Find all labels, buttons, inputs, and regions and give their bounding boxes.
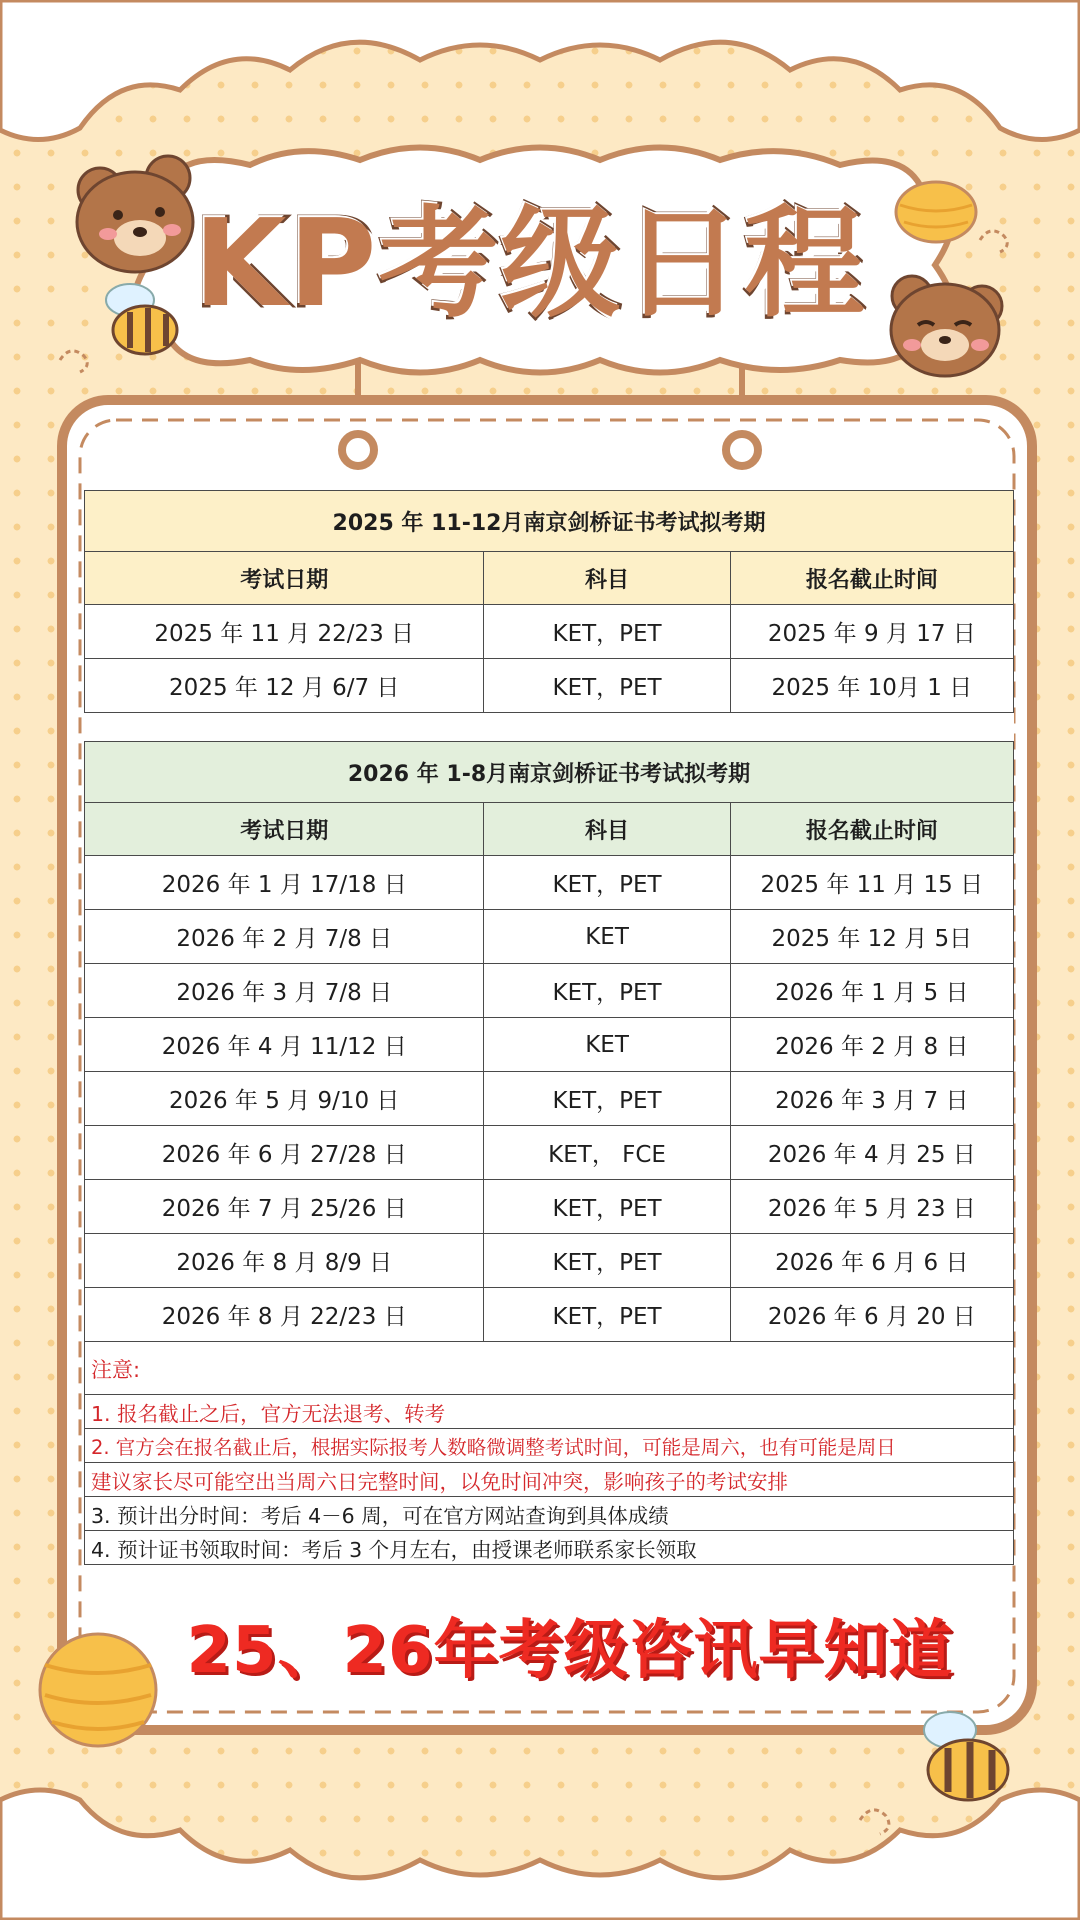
exam-date-cell: 2026 年 2 月 7/8 日 <box>85 910 484 964</box>
exam-date-cell: 2026 年 6 月 27/28 日 <box>85 1126 484 1180</box>
subject-cell: KET，PET <box>484 1234 730 1288</box>
note-item: 4. 预计证书领取时间：考后 3 个月左右，由授课老师联系家长领取 <box>85 1530 1013 1564</box>
bottom-cloud-band <box>0 1790 1080 1920</box>
right-ring-icon <box>726 434 758 466</box>
table-row <box>85 1180 1014 1234</box>
note-item: 建议家长尽可能空出当周六日完整时间，以免时间冲突，影响孩子的考试安排 <box>85 1462 1013 1496</box>
table-row <box>85 659 1014 713</box>
deadline-cell: 2026 年 6 月 20 日 <box>730 1288 1013 1342</box>
slogan-banner: 25、26年考级咨讯早知道 <box>186 1614 954 1688</box>
table-row <box>85 1018 1014 1072</box>
table-row <box>85 605 1014 659</box>
col-header-subject: 科目 <box>484 552 730 605</box>
exam-date-cell: 2026 年 8 月 22/23 日 <box>85 1288 484 1342</box>
deadline-cell: 2025 年 11 月 15 日 <box>730 856 1013 910</box>
table-title-2026: 2026 年 1-8月南京剑桥证书考试拟考期 <box>85 742 1014 803</box>
exam-date-cell: 2026 年 1 月 17/18 日 <box>85 856 484 910</box>
exam-date-cell: 2026 年 7 月 25/26 日 <box>85 1180 484 1234</box>
table-gap <box>84 713 1014 741</box>
table-row <box>85 1072 1014 1126</box>
table-title-2025: 2025 年 11-12月南京剑桥证书考试拟考期 <box>85 491 1014 552</box>
left-ring-icon <box>342 434 374 466</box>
col-header-exam-date: 考试日期 <box>85 803 484 856</box>
deadline-cell: 2025 年 9 月 17 日 <box>730 605 1013 659</box>
table-row <box>85 856 1014 910</box>
exam-date-cell: 2026 年 5 月 9/10 日 <box>85 1072 484 1126</box>
notes-section <box>84 1342 1014 1565</box>
notes-label: 注意: <box>91 1358 141 1382</box>
deadline-cell: 2026 年 2 月 8 日 <box>730 1018 1013 1072</box>
schedule-tables <box>84 490 1014 1565</box>
col-header-deadline: 报名截止时间 <box>730 803 1013 856</box>
subject-cell: KET，PET <box>484 1072 730 1126</box>
page-title: KP考级日程 <box>193 195 867 334</box>
exam-date-cell: 2026 年 8 月 8/9 日 <box>85 1234 484 1288</box>
exam-date-cell: 2026 年 4 月 11/12 日 <box>85 1018 484 1072</box>
subject-cell: KET，PET <box>484 659 730 713</box>
exam-date-cell: 2025 年 11 月 22/23 日 <box>85 605 484 659</box>
deadline-cell: 2026 年 4 月 25 日 <box>730 1126 1013 1180</box>
exam-date-cell: 2025 年 12 月 6/7 日 <box>85 659 484 713</box>
top-cloud-band <box>0 0 1080 140</box>
schedule-table-2026 <box>84 741 1014 1342</box>
deadline-cell: 2026 年 6 月 6 日 <box>730 1234 1013 1288</box>
col-header-exam-date: 考试日期 <box>85 552 484 605</box>
deadline-cell: 2026 年 3 月 7 日 <box>730 1072 1013 1126</box>
note-item: 1. 报名截止之后，官方无法退考、转考 <box>85 1394 1013 1428</box>
subject-cell: KET，PET <box>484 605 730 659</box>
deadline-cell: 2025 年 12 月 5日 <box>730 910 1013 964</box>
subject-cell: KET <box>484 910 730 964</box>
table-row <box>85 1234 1014 1288</box>
subject-cell: KET，PET <box>484 1180 730 1234</box>
deadline-cell: 2026 年 1 月 5 日 <box>730 964 1013 1018</box>
table-row <box>85 1288 1014 1342</box>
subject-cell: KET，PET <box>484 856 730 910</box>
schedule-table-2025 <box>84 490 1014 713</box>
exam-date-cell: 2026 年 3 月 7/8 日 <box>85 964 484 1018</box>
col-header-deadline: 报名截止时间 <box>730 552 1013 605</box>
table-row <box>85 910 1014 964</box>
subject-cell: KET <box>484 1018 730 1072</box>
subject-cell: KET，PET <box>484 1288 730 1342</box>
deadline-cell: 2026 年 5 月 23 日 <box>730 1180 1013 1234</box>
subject-cell: KET， FCE <box>484 1126 730 1180</box>
col-header-subject: 科目 <box>484 803 730 856</box>
table-row <box>85 964 1014 1018</box>
note-item: 3. 预计出分时间：考后 4－6 周，可在官方网站查询到具体成绩 <box>85 1496 1013 1530</box>
deadline-cell: 2025 年 10月 1 日 <box>730 659 1013 713</box>
subject-cell: KET，PET <box>484 964 730 1018</box>
note-item: 2. 官方会在报名截止后，根据实际报考人数略微调整考试时间，可能是周六，也有可能是周日 <box>85 1428 1013 1462</box>
honey-pot-icon-bottom-left <box>40 1634 156 1746</box>
table-row <box>85 1126 1014 1180</box>
